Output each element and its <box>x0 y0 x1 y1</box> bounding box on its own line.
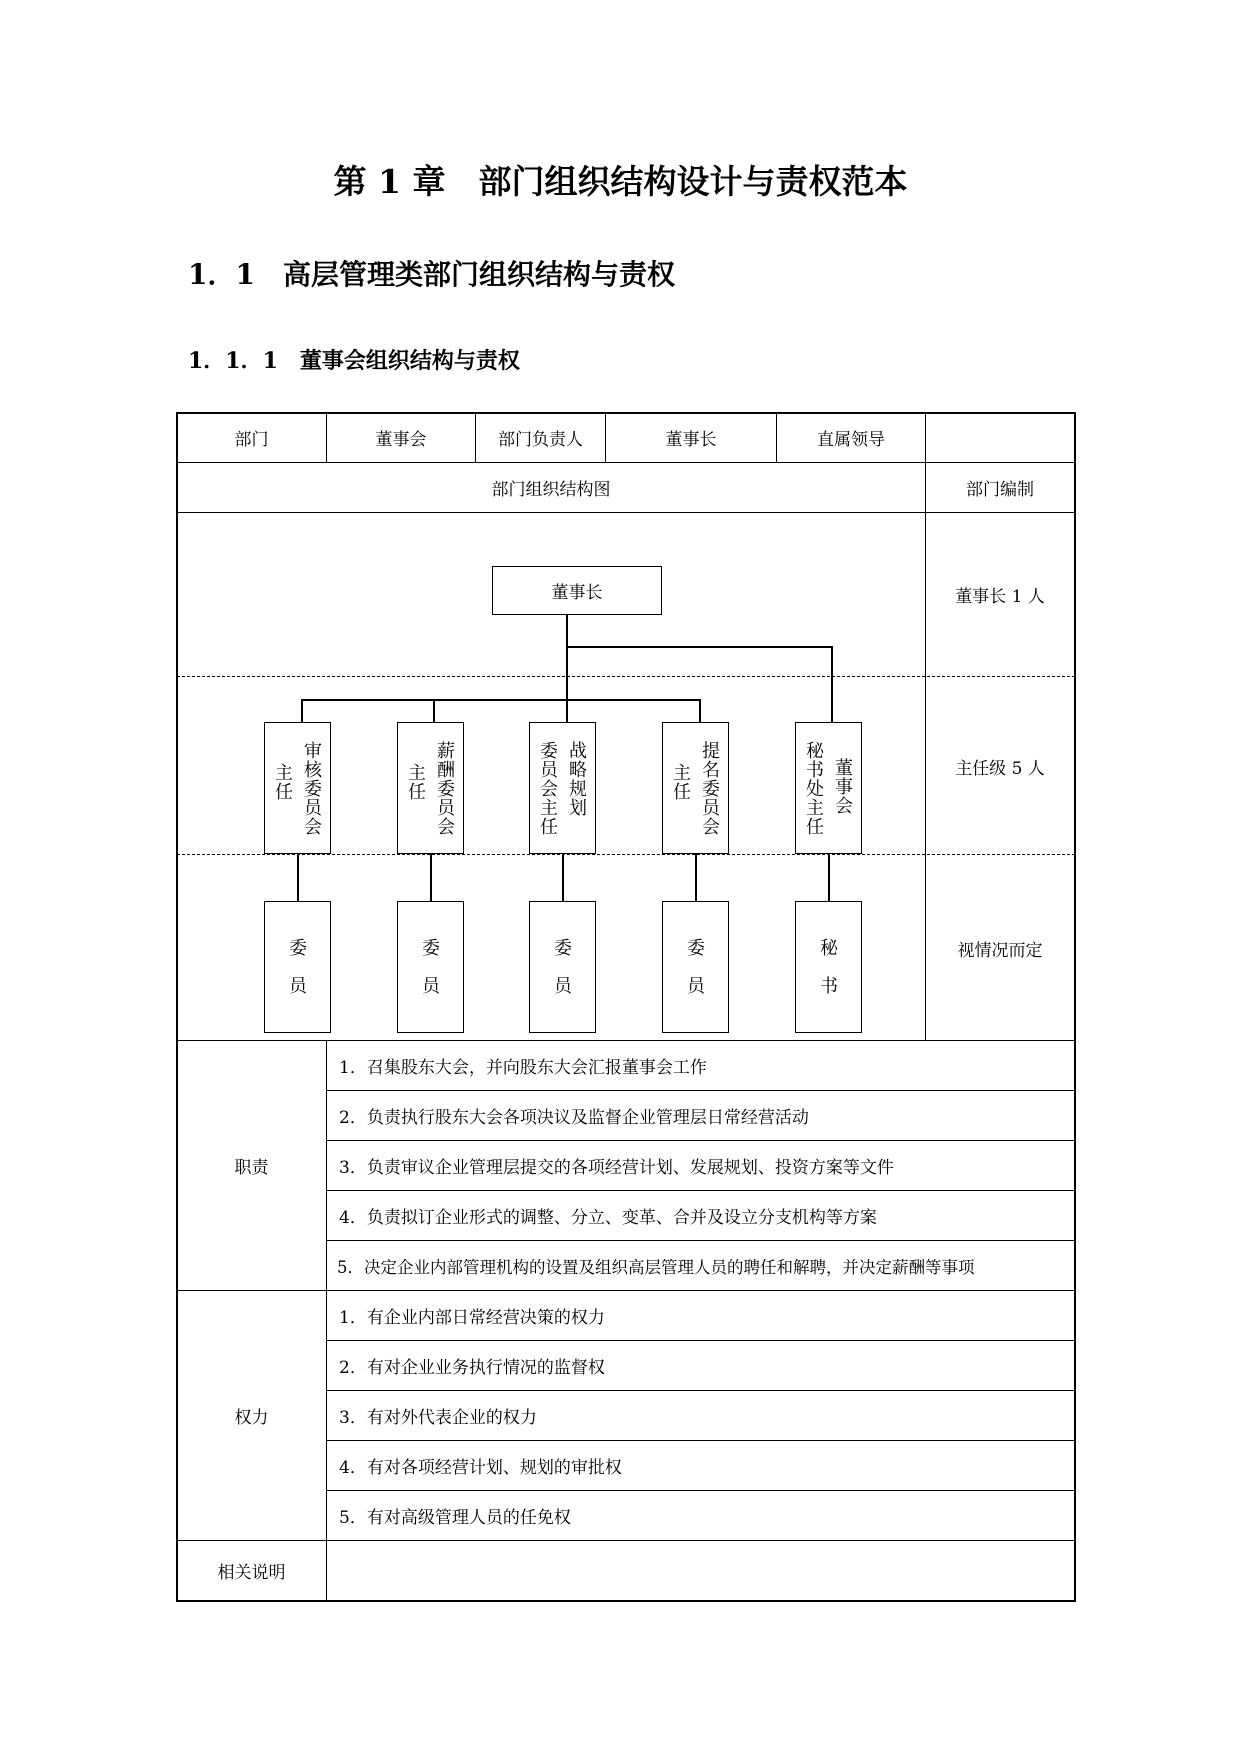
member-char: 委 <box>422 938 440 959</box>
director-title: 审核委员会 <box>301 741 322 836</box>
director-role: 秘书处主任 <box>803 741 824 836</box>
duties-label: 职责 <box>234 1158 269 1178</box>
member-char: 委 <box>687 938 705 959</box>
director-title: 薪酬委员会 <box>434 741 455 836</box>
member-char: 员 <box>554 976 572 997</box>
member-box <box>662 901 729 1033</box>
director-title: 提名委员会 <box>699 741 720 836</box>
member-char: 委 <box>554 938 572 959</box>
head-value: 董事长 <box>665 430 717 450</box>
subsection-title: 1．1．1 董事会组织结构与责权 <box>188 348 520 374</box>
director-box-audit <box>264 722 331 854</box>
duty-item: 3．负责审议企业管理层提交的各项经营计划、发展规划、投资方案等文件 <box>339 1158 894 1178</box>
superior-label: 直属领导 <box>817 430 885 450</box>
director-box-secretariat <box>795 722 862 854</box>
director-box-nomination <box>662 722 729 854</box>
director-title: 董事会 <box>832 758 853 815</box>
notes-value <box>327 1541 1074 1600</box>
duty-item: 2．负责执行股东大会各项决议及监督企业管理层日常经营活动 <box>339 1108 809 1128</box>
member-box <box>264 901 331 1033</box>
org-chart-label: 部门组织结构图 <box>491 480 611 500</box>
power-item: 4．有对各项经营计划、规划的审批权 <box>339 1458 622 1478</box>
director-box-compensation <box>397 722 464 854</box>
member-char: 书 <box>820 976 838 997</box>
notes-label: 相关说明 <box>217 1563 286 1583</box>
staffing-chairman: 董事长 1 人 <box>955 587 1045 607</box>
dept-label: 部门 <box>234 430 269 450</box>
director-role: 主任 <box>272 763 293 801</box>
superior-value <box>926 413 1074 462</box>
director-title: 战略规划 <box>566 741 587 817</box>
director-role: 委员会主任 <box>537 741 558 836</box>
director-role: 主任 <box>670 763 691 801</box>
duty-item: 4．负责拟订企业形式的调整、分立、变革、合并及设立分支机构等方案 <box>339 1208 877 1228</box>
powers-label: 权力 <box>234 1408 269 1428</box>
power-item: 1．有企业内部日常经营决策的权力 <box>339 1308 605 1328</box>
staffing-label: 部门编制 <box>966 480 1034 500</box>
director-box-strategy <box>529 722 596 854</box>
member-char: 员 <box>687 976 705 997</box>
dept-value: 董事会 <box>375 430 427 450</box>
member-char: 秘 <box>820 938 838 959</box>
power-item: 5．有对高级管理人员的任免权 <box>339 1508 571 1528</box>
chairman-box: 董事长 <box>492 566 662 615</box>
head-label: 部门负责人 <box>498 430 583 450</box>
member-char: 员 <box>289 976 307 997</box>
duty-item: 5．决定企业内部管理机构的设置及组织高层管理人员的聘任和解聘，并决定薪酬等事项 <box>337 1257 975 1277</box>
power-item: 3．有对外代表企业的权力 <box>339 1408 537 1428</box>
member-box <box>397 901 464 1033</box>
section-title: 1．1 高层管理类部门组织结构与责权 <box>188 258 675 291</box>
power-item: 2．有对企业业务执行情况的监督权 <box>339 1358 605 1378</box>
member-char: 员 <box>422 976 440 997</box>
staffing-directors: 主任级 5 人 <box>955 758 1045 779</box>
member-box <box>529 901 596 1033</box>
chapter-title: 第 1 章 部门组织结构设计与责权范本 <box>333 162 908 201</box>
staffing-members: 视情况而定 <box>957 940 1043 961</box>
director-role: 主任 <box>405 763 426 801</box>
duty-item: 1．召集股东大会，并向股东大会汇报董事会工作 <box>339 1058 707 1078</box>
member-box-secretary <box>795 901 862 1033</box>
member-char: 委 <box>289 938 307 959</box>
